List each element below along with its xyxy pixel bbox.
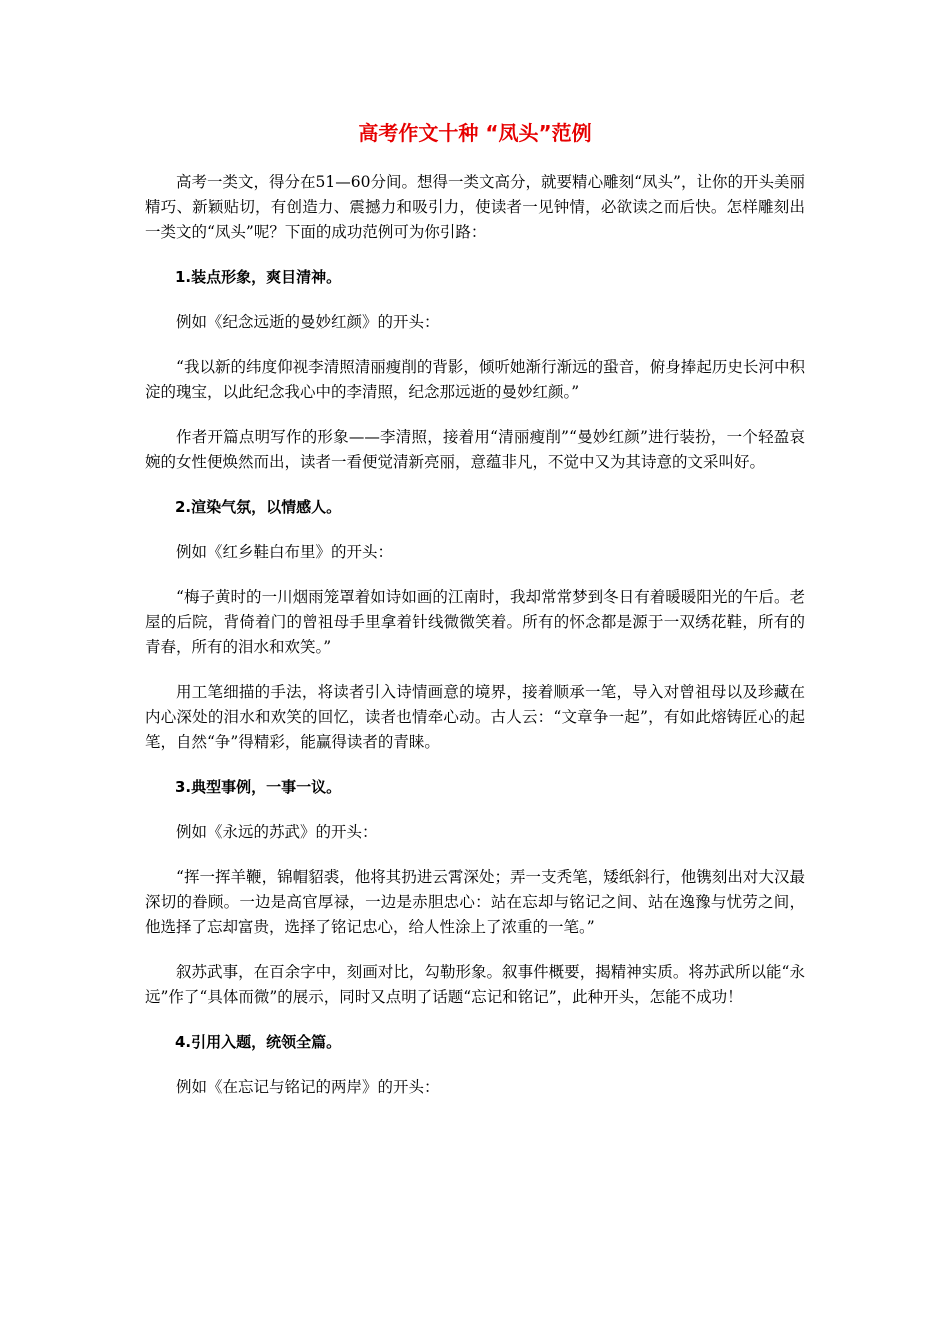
section-2-quote: “梅子黄时的一川烟雨笼罩着如诗如画的江南时，我却常常梦到冬日有着暖暖阳光的午后。老屋的后院，背倚着门的曾祖母手里拿着针线微微笑着。所有的怀念都是源于一双绣花鞋，所有的青春，所有的泪水和欢笑。” bbox=[145, 588, 805, 656]
section-1-heading: 1.装点形象，爽目清神。 bbox=[175, 268, 342, 286]
section-1-example-intro: 例如《纪念远逝的曼妙红颜》的开头： bbox=[176, 313, 440, 331]
section-4-heading: 4.引用入题，统领全篇。 bbox=[175, 1033, 342, 1051]
section-4-example-intro: 例如《在忘记与铭记的两岸》的开头： bbox=[176, 1078, 440, 1096]
intro-paragraph: 高考一类文，得分在51—60分间。想得一类文高分，就要精心雕刻“凤头”，让你的开头美丽精巧、新颖贴切，有创造力、震撼力和吸引力，使读者一见钟情，必欲读之而后快。怎样雕刻出一类文的“凤头”呢？下面的成功范例可为你引路： bbox=[145, 173, 805, 241]
section-2-example-intro: 例如《红乡鞋白布里》的开头： bbox=[176, 543, 394, 561]
document-title: 高考作文十种 “凤头”范例 bbox=[358, 121, 592, 145]
section-2-heading: 2.渲染气氛，以情感人。 bbox=[175, 498, 342, 516]
section-3-commentary: 叙苏武事，在百余字中，刻画对比，勾勒形象。叙事件概要，揭精神实质。将苏武所以能“永远”作了“具体而微”的展示，同时又点明了话题“忘记和铭记”，此种开头，怎能不成功！ bbox=[145, 963, 805, 1006]
section-3-example-intro: 例如《永远的苏武》的开头： bbox=[176, 823, 378, 841]
document-page bbox=[145, 118, 805, 1120]
section-3-heading: 3.典型事例，一事一议。 bbox=[175, 778, 342, 796]
section-1-quote: “我以新的纬度仰视李清照清丽瘦削的背影，倾听她渐行渐远的蛩音，俯身捧起历史长河中积淀的瑰宝，以此纪念我心中的李清照，纪念那远逝的曼妙红颜。” bbox=[145, 358, 805, 401]
section-3-quote: “挥一挥羊鞭，锦帽貂裘，他将其扔进云霄深处；弄一支秃笔，矮纸斜行，他镌刻出对大汉最深切的眷顾。一边是高官厚禄，一边是赤胆忠心：站在忘却与铭记之间、站在逸豫与忧劳之间，他选择了忘却富贵，选择了铭记忠心，给人性涂上了浓重的一笔。” bbox=[145, 868, 805, 936]
section-1-commentary: 作者开篇点明写作的形象——李清照，接着用“清丽瘦削”“曼妙红颜”进行装扮，一个轻盈哀婉的女性便焕然而出，读者一看便觉清新亮丽，意蕴非凡，不觉中又为其诗意的文采叫好。 bbox=[145, 428, 805, 471]
section-2-commentary: 用工笔细描的手法，将读者引入诗情画意的境界，接着顺承一笔，导入对曾祖母以及珍藏在内心深处的泪水和欢笑的回忆，读者也情牵心动。古人云：“文章争一起”，有如此熔铸匠心的起笔，自然“争”得精彩，能赢得读者的青睐。 bbox=[145, 683, 805, 751]
